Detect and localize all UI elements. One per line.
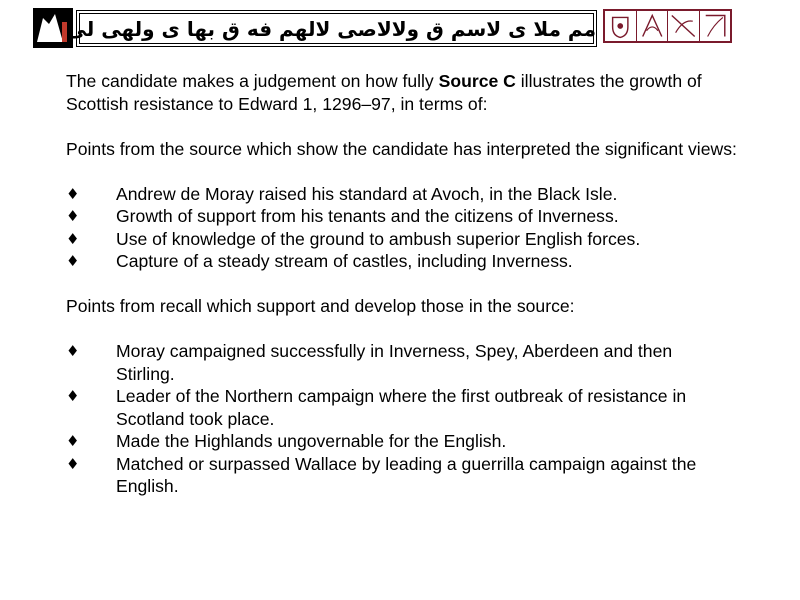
list-item <box>66 183 708 206</box>
harp-icon <box>636 11 668 41</box>
bullet-diamond-icon: ♦ <box>66 184 80 203</box>
list-item <box>66 205 708 228</box>
marking-guidance-content <box>66 70 766 498</box>
bullet-diamond-icon: ♦ <box>66 229 80 248</box>
bullet-diamond-icon: ♦ <box>66 432 80 450</box>
list-item <box>66 250 708 273</box>
bullet-diamond-icon: ♦ <box>66 252 80 270</box>
list-item <box>66 340 708 385</box>
bullet-diamond-icon: ♦ <box>66 207 80 225</box>
list-item-text: Andrew de Moray raised his standard at Avoch, in the Black Isle. <box>116 183 618 204</box>
section1-heading: Points from the source which show the candidate has interpreted the significant views: <box>66 138 737 159</box>
intro-text-after: illustrates the growth of Scottish resistance to Edward 1, 1296–97, in terms of: <box>66 71 702 114</box>
list-item-text: Moray campaigned successfully in Inverness, Spey, Aberdeen and then Stirling. <box>116 341 673 384</box>
list-item <box>66 385 708 430</box>
list-item-text: Capture of a steady stream of castles, including Inverness. <box>116 251 573 271</box>
scroll-icon <box>699 11 731 41</box>
bullet-diamond-icon: ♦ <box>66 454 80 473</box>
intro-text-before: The candidate makes a judgement on how fully <box>66 71 439 91</box>
section1-list <box>66 183 766 273</box>
bullet-diamond-icon: ♦ <box>66 342 80 360</box>
intro-paragraph <box>66 70 766 115</box>
header-banner <box>66 10 597 47</box>
section2-list <box>66 340 766 498</box>
bullet-diamond-icon: ♦ <box>66 387 80 405</box>
intro-source-ref: Source C <box>438 71 516 91</box>
header-banner-text: مم ملا ى لاسم ق ولالاصى لالهم فه ق بها ى ولهى لى <box>66 17 596 41</box>
list-item-text: Use of knowledge of the ground to ambush superior English forces. <box>116 228 641 249</box>
list-item-text: Made the Highlands ungovernable for the English. <box>116 431 507 451</box>
list-item-text: Matched or surpassed Wallace by leading a guerrilla campaign against the English. <box>116 453 697 496</box>
list-item <box>66 228 708 251</box>
header-crest-tiles <box>603 9 732 43</box>
crest-icon <box>605 11 636 41</box>
section2-heading: Points from recall which support and develop those in the source: <box>66 296 575 316</box>
list-item-text: Growth of support from his tenants and the citizens of Inverness. <box>116 206 619 226</box>
list-item <box>66 430 708 453</box>
list-item-text: Leader of the Northern campaign where the first outbreak of resistance in Scotland took place. <box>116 386 687 429</box>
list-item <box>66 453 708 498</box>
diagonal-crest-icon <box>667 11 699 41</box>
